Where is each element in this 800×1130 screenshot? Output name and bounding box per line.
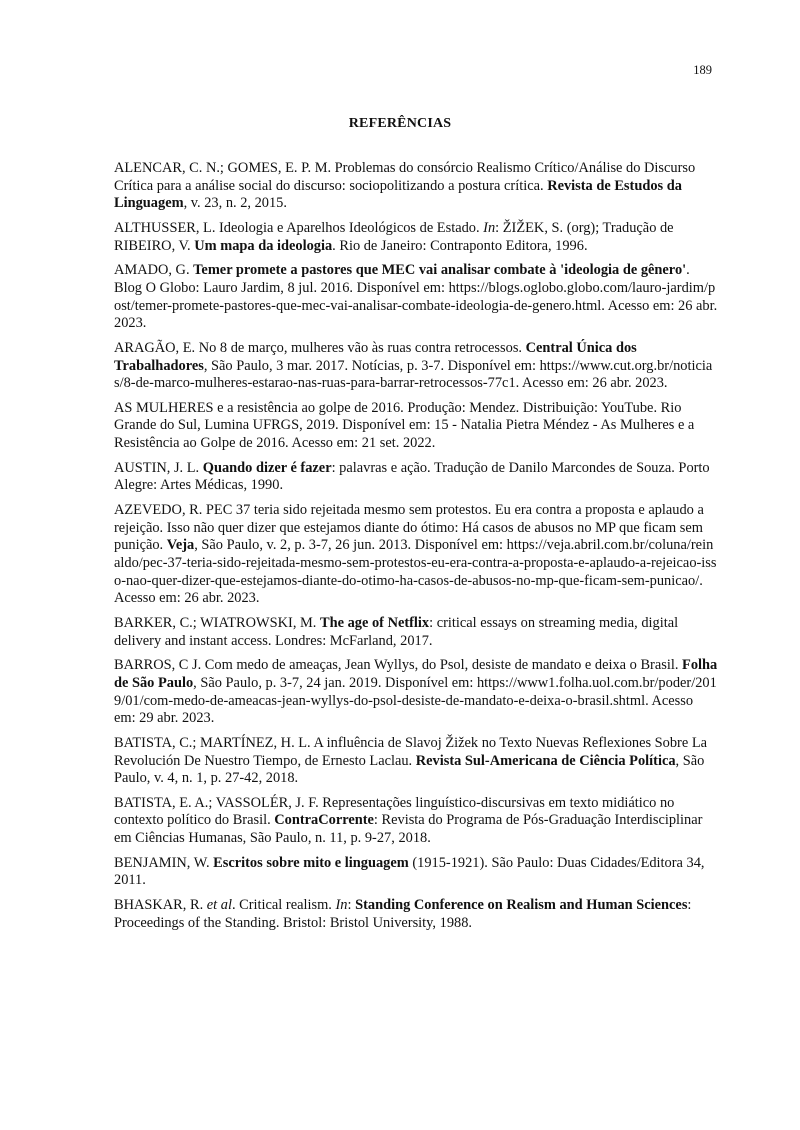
reference-text: : Proceedings of the Standing. Bristol: Bristol University, 1988. (114, 897, 692, 931)
reference-text: : palavras e ação. Tradução de Danilo Marcondes de Souza. Porto Alegre: Artes Médicas, 1990. (114, 459, 710, 494)
reference-entry (114, 615, 718, 650)
reference-text: . Acesso em: 26 abr. 2023. (114, 297, 718, 332)
reference-text: BARKER, C.; WIATROWSKI, M. (114, 614, 321, 631)
reference-text: . Critical realism. (231, 897, 336, 914)
reference-text: AUSTIN, J. L. (114, 459, 203, 476)
reference-in-marker: In (483, 219, 496, 236)
reference-text: . Acesso em: 26 abr. 2023. (515, 375, 668, 392)
reference-text: , v. 23, n. 2, 2015. (183, 195, 287, 212)
reference-in-marker: In (335, 897, 348, 914)
reference-entry (114, 657, 718, 727)
reference-url[interactable]: https://www.cut.org.br/noticias/8-de-marco-mulheres-estarao-nas-ruas-para-barrar-retrocessos-77c1 (114, 357, 713, 392)
reference-entry (114, 400, 718, 453)
reference-text: (1915-1921). São Paulo: Duas Cidades/Editora 34, 2011. (114, 854, 705, 889)
reference-entry (114, 502, 718, 608)
reference-entry (114, 735, 718, 788)
reference-text: , São Paulo, v. 2, p. 3-7, 26 jun. 2013. Disponível em: (194, 537, 507, 554)
page-number: 189 (693, 63, 712, 77)
reference-source: Escritos sobre mito e linguagem (213, 854, 409, 871)
reference-entry (114, 897, 718, 932)
reference-source: Revista de Estudos da Linguagem (114, 177, 682, 212)
reference-text: ARAGÃO, E. No 8 de março, mulheres vão às ruas contra retrocessos. (114, 339, 526, 356)
reference-text: : ŽIŽEK, S. (org); Tradução de RIBEIRO, V. (114, 219, 674, 254)
reference-text: : Revista do Programa de Pós-Graduação Interdisciplinar em Ciências Humanas, São Paulo, n. 11, p. 9-27, 2018. (114, 812, 703, 847)
reference-text: . Rio de Janeiro: Contraponto Editora, 1996. (332, 237, 588, 254)
reference-text: : critical essays on streaming media, digital delivery and instant access. Londres: McFarland, 2017. (114, 614, 679, 649)
reference-entry (114, 340, 718, 393)
reference-text: AMADO, G. (114, 262, 194, 279)
reference-source: Revista Sul-Americana de Ciência Política (415, 752, 676, 769)
reference-entry (114, 262, 718, 332)
reference-text: . Acesso em: 29 abr. 2023. (114, 692, 694, 727)
reference-text: BATISTA, E. A.; VASSOLÉR, J. F. Representações linguístico-discursivas em texto midiático no contexto político do Brasil. (114, 794, 675, 829)
reference-etal: et al (206, 897, 232, 914)
reference-text: . Acesso em: 26 abr. 2023. (114, 572, 703, 607)
reference-text: , São Paulo, p. 3-7, 24 jan. 2019. Disponível em: (193, 674, 477, 691)
reference-entry (114, 220, 718, 255)
reference-text: : (347, 897, 356, 914)
reference-url[interactable]: https://blogs.oglobo.globo.com/lauro-jardim/post/temer-promete-pastores-que-mec-vai-analisar-combate-ideologia-de-genero.html (114, 279, 716, 314)
reference-source: Temer promete a pastores que MEC vai analisar combate à 'ideologia de gênero' (193, 262, 687, 279)
reference-text: ALTHUSSER, L. Ideologia e Aparelhos Ideológicos de Estado. (114, 219, 484, 236)
reference-source: Central Única dos Trabalhadores (114, 339, 637, 374)
reference-text: , São Paulo, v. 4, n. 1, p. 27-42, 2018. (114, 752, 705, 787)
reference-url[interactable]: https://veja.abril.com.br/coluna/reinaldo/pec-37-teria-sido-rejeitada-mesmo-sem-protestos-eu-era-contra-a-proposta-e-aplaudo-a-rejeicao-isso-nao-quer-dizer-que-estejamos-diante-do-otimo-ha-casos-de-abusos-no-mp-que-ficam-sem-punicao/ (114, 537, 717, 589)
page-title: REFERÊNCIAS (348, 116, 452, 131)
reference-text: AZEVEDO, R. PEC 37 teria sido rejeitada mesmo sem protestos. Eu era contra a proposta e aplaudo a rejeição. Isso não quer dizer que estejamos diante do ótimo: Há casos de abusos no MP que ficam sem punição. (114, 502, 704, 554)
reference-text: AS MULHERES e a resistência ao golpe de 2016. Produção: Mendez. Distribuição: YouTube. Rio Grande do Sul, Lumina UFRGS, 2019. Disponível em: 15 - Natalia Pietra Méndez - As Mulheres e a Resistência ao Golpe de 2016. Acesso em: 21 set. 2022. (114, 399, 695, 452)
reference-text: BENJAMIN, W. (114, 854, 214, 871)
reference-text: . Blog O Globo: Lauro Jardim, 8 jul. 2016. Disponível em: (114, 262, 690, 296)
reference-source: ContraCorrente (274, 812, 374, 829)
reference-list (114, 160, 718, 940)
reference-text: BARROS, C J. Com medo de ameaças, Jean Wyllys, do Psol, desiste de mandato e deixa o Brasil. (114, 657, 683, 674)
reference-source: Folha de São Paulo (114, 657, 718, 691)
reference-entry (114, 855, 718, 890)
reference-text: , São Paulo, 3 mar. 2017. Notícias, p. 3-7. Disponível em: (203, 357, 540, 374)
reference-source: Standing Conference on Realism and Human Sciences (355, 897, 688, 914)
reference-text: BATISTA, C.; MARTÍNEZ, H. L. A influência de Slavoj Žižek no Texto Nuevas Reflexiones Sobre La Revolución De Nuestro Tiempo, de Ernesto Laclau. (114, 734, 708, 769)
reference-source: Quando dizer é fazer (202, 459, 332, 476)
reference-url[interactable]: https://www1.folha.uol.com.br/poder/2019/01/com-medo-de-ameacas-jean-wyllys-do-psol-desiste-de-mandato-e-deixa-o-brasil.shtml (114, 674, 717, 709)
reference-source: Veja (166, 537, 195, 554)
reference-source: The age of Netflix (320, 614, 430, 631)
reference-entry (114, 460, 718, 495)
reference-source: Um mapa da ideologia (194, 237, 333, 254)
reference-entry (114, 795, 718, 848)
reference-text: ALENCAR, C. N.; GOMES, E. P. M. Problemas do consórcio Realismo Crítico/Análise do Discurso Crítica para a análise social do discurso: sociopolitizando a postura crítica. (114, 160, 696, 194)
reference-entry (114, 160, 718, 213)
reference-text: BHASKAR, R. (114, 897, 207, 914)
